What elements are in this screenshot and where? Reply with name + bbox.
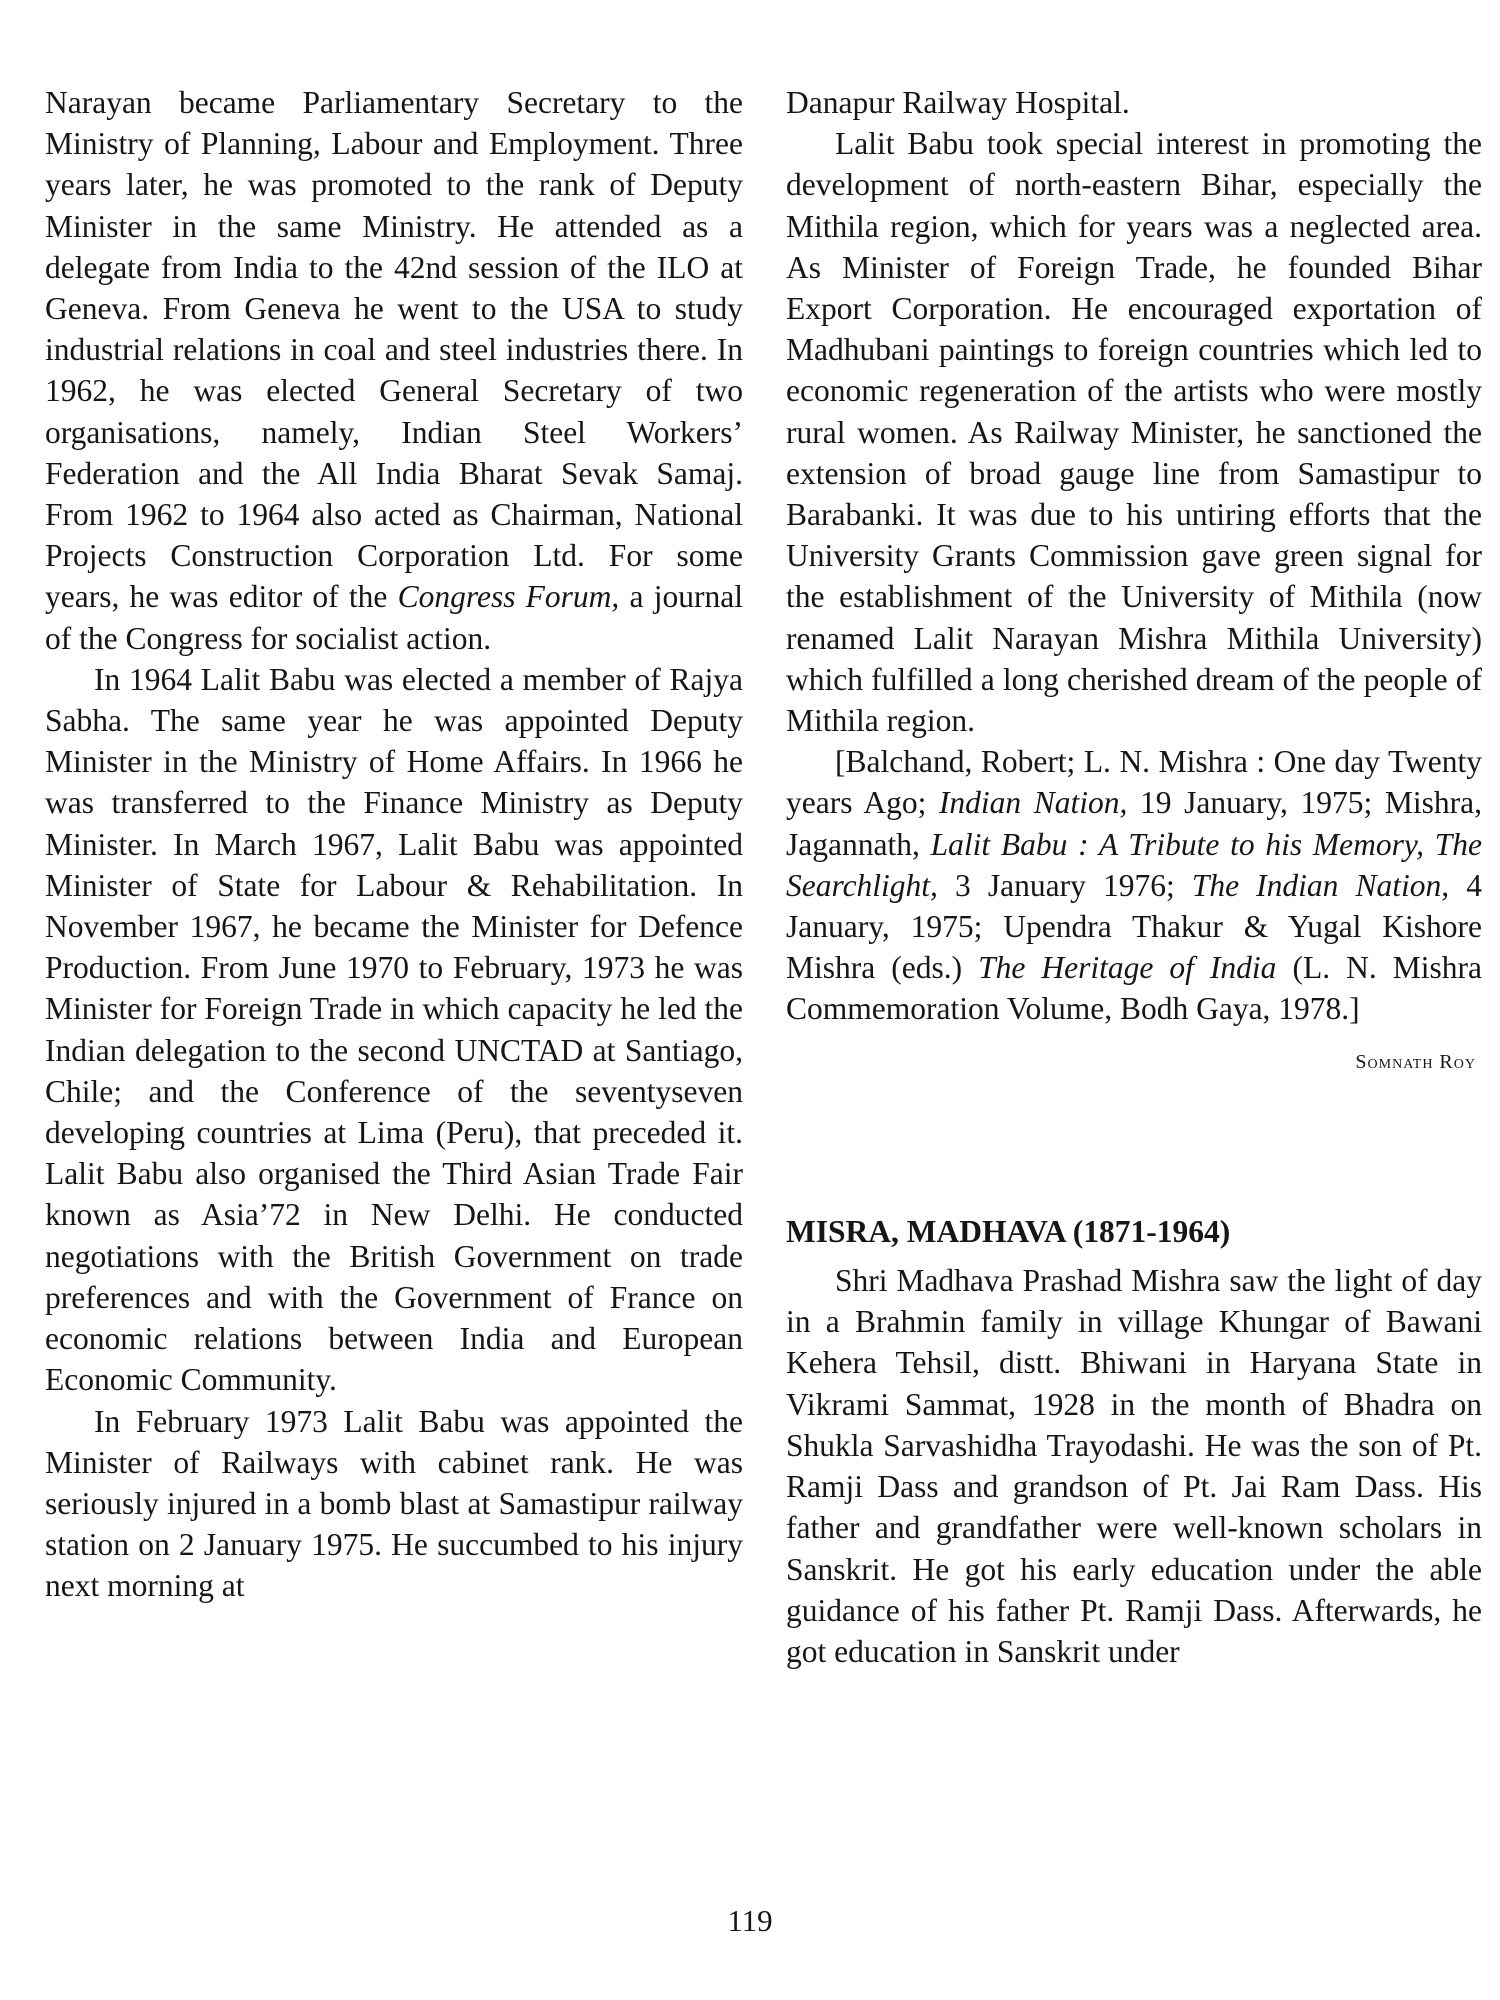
section-gap [786,1083,1482,1211]
left-paragraph-3: In February 1973 Lalit Babu was appointed the Minister of Railways with cabinet rank. He was seriously injured in a bomb blast at Samastipur railway station on 2 January 1975. He succumbed to his injury next morning at [45,1403,743,1604]
left-column [45,82,743,1607]
left-paragraph-1 [45,82,743,659]
ref-part-2: Indian Nation, [938,785,1128,821]
ref-part-5: 3 January 1976; [937,867,1192,903]
ref-part-7: 4 January, 1975; Upendra Thakur & Yugal Kishore Mishra (eds.) [786,867,1483,986]
author-signature: Somnath Roy [1355,1050,1476,1073]
references [786,741,1482,1029]
left-p1-text: Narayan became Parliamentary Secretary to the Ministry of Planning, Labour and Employment. Three years later, he was promoted to the rank of Deputy Minister in the same Ministry. He attended as a delegate from India to the 42nd session of the ILO at Geneva. From Geneva he went to the USA to study industrial relations in coal and steel industries there. In 1962, he was elected General Secretary of two organisations, namely, Indian Steel Workers’ Federation and the All India Bharat Sevak Samaj. From 1962 to 1964 also acted as Chairman, National Projects Construction Corporation Ltd. For some years, he was editor of the [45,85,743,615]
ref-part-9: (L. N. Mishra Commemoration Volume, Bodh Gaya, 1978.] [786,950,1482,1027]
entry-heading: MISRA, MADHAVA (1871-1964) [786,1213,1231,1249]
ref-part-6: The Indian Nation, [1191,867,1450,903]
left-p1-end: a journal of the Congress for socialist action. [45,579,743,656]
ref-part-4: Lalit Babu : A Tribute to his Memory, The Searchlight, [786,826,1482,903]
ref-part-1: [Balchand, Robert; L. N. Mishra : One day Twenty years Ago; [786,744,1482,821]
left-p1-journal-title: Congress Forum, [397,579,620,615]
right-paragraph-3: Shri Madhava Prashad Mishra saw the light of day in a Brahmin family in village Khungar of Bawani Kehera Tehsil, distt. Bhiwani in Haryana State in Vikrami Sammat, 1928 in the month of Bhadra on Shukla Sarvashidha Trayodashi. He was the son of Pt. Ramji Dass and grandson of Pt. Jai Ram Dass. His father and grandfather were well-known scholars in Sanskrit. He got his early education under the able guidance of his father Pt. Ramji Dass. Afterwards, he got education in Sanskrit under [786,1263,1482,1669]
right-paragraph-1: Danapur Railway Hospital. [786,85,1130,120]
ref-part-3: 19 January, 1975; Mishra, Jagannath, [786,785,1482,862]
right-paragraph-2: Lalit Babu took special interest in promoting the development of north-eastern Bihar, especially the Mithila region, which for years was a neglected area. As Minister of Foreign Trade, he founded Bihar Export Corporation. He encouraged exportation of Madhubani paintings to foreign countries which led to economic regeneration of the artists who were mostly rural women. As Railway Minister, he sanctioned the extension of broad gauge line from Samastipur to Barabanki. It was due to his untiring efforts that the University Grants Commission gave green signal for the establishment of the University of Mithila (now renamed Lalit Narayan Mishra Mithila University) which fulfilled a long cherished dream of the people of Mithila region. [786,126,1482,739]
right-column [786,82,1482,1672]
page-number: 119 [727,1903,773,1938]
left-paragraph-2: In 1964 Lalit Babu was elected a member of Rajya Sabha. The same year he was appointed Deputy Minister in the Ministry of Home Affairs. In 1966 he was transferred to the Finance Ministry as Deputy Minister. In March 1967, Lalit Babu was appointed Minister of State for Labour & Rehabilitation. In November 1967, he became the Minister for Defence Production. From June 1970 to February, 1973 he was Minister for Foreign Trade in which capacity he led the Indian delegation to the second UNCTAD at Santiago, Chile; and the Conference of the seventyseven developing countries at Lima (Peru), that preceded it. Lalit Babu also organised the Third Asian Trade Fair known as Asia’72 in New Delhi. He conducted negotiations with the British Government on trade preferences and with the Government of France on economic relations between India and European Economic Community. [45,661,743,1398]
ref-part-8: The Heritage of India [978,950,1277,986]
